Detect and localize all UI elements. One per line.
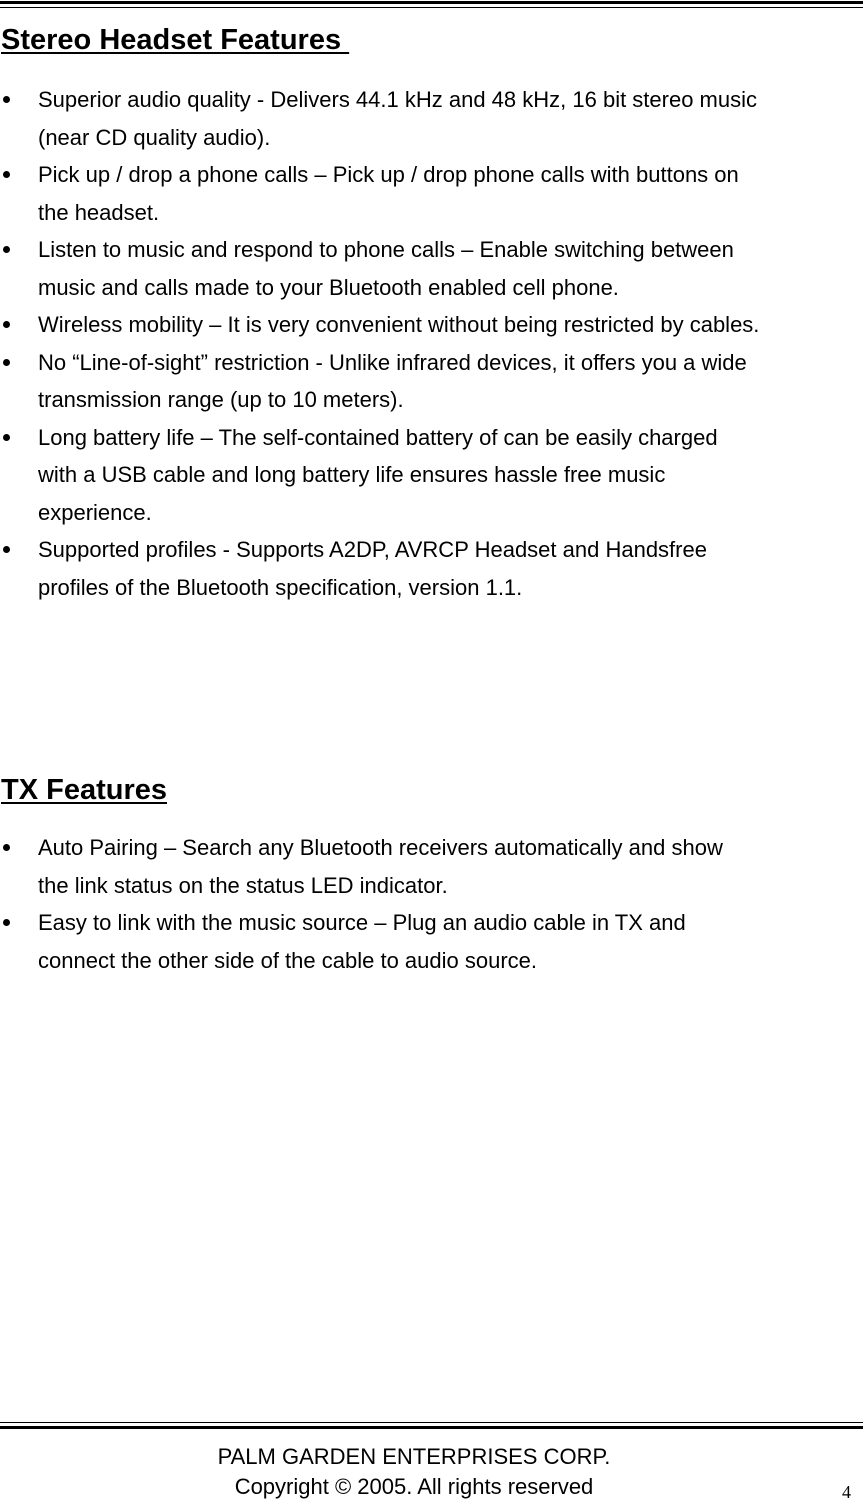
list-item-text: the headset. <box>38 199 160 225</box>
list-item-text: Auto Pairing – Search any Bluetooth receivers automatically and show <box>38 835 723 860</box>
stereo-headset-features-heading: Stereo Headset Features <box>1 24 350 56</box>
list-item <box>0 531 863 606</box>
list-item-text: Wireless mobility – It is very convenient without being restricted by cables. <box>38 312 760 337</box>
list-item-text: the link status on the status LED indicator. <box>38 872 448 898</box>
list-item <box>0 344 863 419</box>
list-item-text: transmission range (up to 10 meters). <box>38 387 404 412</box>
list-item-text: Supported profiles - Supports A2DP, AVRCP Headset and Handsfree <box>38 537 707 562</box>
list-item <box>0 904 863 979</box>
list-item <box>0 156 863 231</box>
list-item-text: music and calls made to your Bluetooth enabled cell phone. <box>38 274 619 300</box>
list-item-text: No “Line-of-sight” restriction - Unlike infrared devices, it offers you a wide <box>38 349 747 375</box>
list-item <box>0 306 863 344</box>
list-item-text: Long battery life – The self-contained battery of can be easily charged <box>38 424 718 450</box>
bullet-icon <box>3 919 10 926</box>
list-item-text: experience. <box>38 499 152 525</box>
tx-features-heading: TX Features <box>1 774 167 806</box>
bullet-icon <box>3 246 10 253</box>
list-item-text: (near CD quality audio). <box>38 124 271 150</box>
footer-rule-thick <box>0 1426 863 1429</box>
bullet-icon <box>3 359 10 366</box>
list-item-text: connect the other side of the cable to audio source. <box>38 947 537 973</box>
list-item <box>0 829 863 904</box>
tx-features-list <box>0 829 863 979</box>
header-rule-thick <box>0 1 863 4</box>
list-item <box>0 231 863 306</box>
bullet-icon <box>3 171 10 178</box>
bullet-icon <box>3 844 10 851</box>
list-item <box>0 419 863 532</box>
bullet-icon <box>3 321 10 328</box>
header-rule-thin <box>0 7 863 8</box>
list-item-text: Listen to music and respond to phone calls – Enable switching between <box>38 237 734 262</box>
list-item-text: profiles of the Bluetooth specification, version 1.1. <box>38 574 523 600</box>
stereo-headset-features-list <box>0 81 863 606</box>
list-item-text: Easy to link with the music source – Plug an audio cable in TX and <box>38 910 686 935</box>
footer-rule-thin <box>0 1422 863 1423</box>
bullet-icon <box>3 434 10 441</box>
list-item <box>0 81 863 156</box>
list-item-text: with a USB cable and long battery life ensures hassle free music <box>38 462 666 487</box>
bullet-icon <box>3 546 10 553</box>
bullet-icon <box>3 96 10 103</box>
list-item-text: Superior audio quality - Delivers 44.1 kHz and 48 kHz, 16 bit stereo music <box>38 87 758 112</box>
footer-company-name: PALM GARDEN ENTERPRISES CORP. <box>217 1444 611 1469</box>
list-item-text: Pick up / drop a phone calls – Pick up / drop phone calls with buttons on <box>38 162 739 187</box>
footer-copyright: Copyright © 2005. All rights reserved <box>234 1474 594 1499</box>
page-number: 4 <box>842 1482 851 1502</box>
